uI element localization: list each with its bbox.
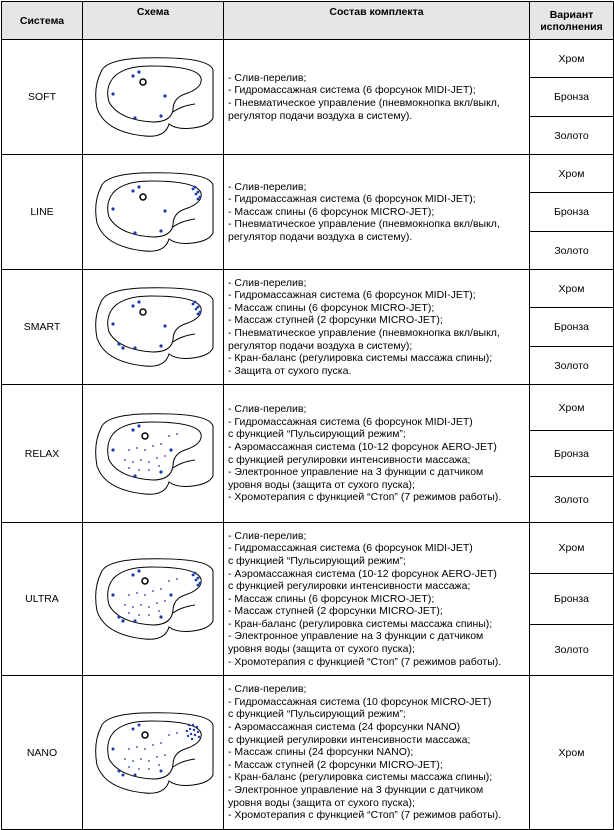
system-name: SMART	[2, 270, 83, 385]
composition-line: - Хромотерапия с функцией “Стоп” (7 режимов работы).	[228, 809, 502, 822]
variant-cell: Бронза	[530, 78, 614, 117]
variant-cell: Бронза	[530, 193, 614, 232]
variant-cell: Хром	[530, 270, 614, 308]
composition-line: - Пневматическое управление (пневмокнопка вкл/выкл,	[228, 327, 500, 339]
bath-scheme	[83, 40, 224, 155]
composition-line: уровня воды (защита от сухого пуска);	[228, 796, 415, 809]
variant-cell: Хром	[530, 676, 614, 830]
bath-scheme-icon	[89, 551, 217, 647]
system-name: NANO	[2, 676, 83, 830]
table-row	[2, 385, 614, 431]
composition-line: - Массаж ступней (2 форсунки MICRO-JET);	[228, 758, 443, 771]
header-row	[2, 2, 614, 40]
variant-cell: Золото	[530, 347, 614, 385]
system-name: LINE	[2, 155, 83, 270]
composition-line: - Слив-перелив;	[228, 403, 307, 416]
table-row	[2, 676, 614, 830]
bath-scheme	[83, 270, 224, 385]
variant-cell: Бронза	[530, 431, 614, 477]
composition-line: - Гидромассажная система (6 форсунок MIDI-JET);	[228, 84, 476, 97]
composition-line: - Массаж спины (6 форсунок MICRO-JET);	[228, 301, 435, 314]
bath-scheme	[83, 385, 224, 523]
composition-line: - Кран-баланс (регулировка системы массажа спины);	[228, 352, 493, 365]
header-system: Система	[2, 2, 83, 40]
composition-line: с функцией “Пульсирующий режим”;	[228, 554, 406, 567]
composition-line: уровня воды (защита от сухого пуска);	[228, 643, 415, 656]
header-variant-line1: Вариант	[549, 8, 594, 21]
variant-cell: Бронза	[530, 574, 614, 625]
bath-scheme	[83, 523, 224, 676]
composition-line: - Слив-перелив;	[228, 276, 307, 289]
composition-line: - Гидромассажная система (6 форсунок MIDI-JET)	[228, 542, 473, 555]
composition-line: - Кран-баланс (регулировка системы массажа спины);	[228, 617, 493, 630]
variant-cell: Хром	[530, 523, 614, 574]
equipment-table	[1, 1, 614, 830]
bath-scheme	[83, 676, 224, 830]
table-row	[2, 40, 614, 78]
composition-line: - Электронное управление на 3 функции с датчиком	[228, 466, 484, 479]
composition-line: - Гидромассажная система (6 форсунок MIDI-JET);	[228, 289, 476, 302]
composition-line: с функцией “Пульсирующий режим”;	[228, 708, 406, 721]
composition-line: - Массаж спины (6 форсунок MICRO-JET);	[228, 592, 435, 605]
composition-line: - Гидромассажная система (10 форсунок MICRO-JET)	[228, 695, 492, 708]
composition-line: - Пневматическое управление (пневмокнопка вкл/выкл,	[228, 97, 500, 109]
bath-scheme-icon	[89, 52, 217, 142]
composition-line: - Аэромассажная система (10-12 форсунок AERO-JET)	[228, 567, 497, 580]
composition-line: - Защита от сухого пуска.	[228, 364, 352, 377]
composition-line: - Гидромассажная система (6 форсунок MIDI-JET)	[228, 415, 473, 428]
composition-line: с функцией регулировки интенсивности массажа;	[228, 733, 471, 746]
variant-cell: Хром	[530, 40, 614, 78]
system-name: ULTRA	[2, 523, 83, 676]
composition-line: - Массаж ступней (2 форсунки MICRO-JET);	[228, 605, 443, 618]
composition-line: уровня воды (защита от сухого пуска);	[228, 478, 415, 491]
composition-line: - Электронное управление на 3 функции с датчиком	[228, 630, 484, 643]
composition-line: - Аэромассажная система (24 форсунки NANO)	[228, 721, 461, 734]
variant-cell: Золото	[530, 117, 614, 155]
composition-line: - Массаж спины (24 форсунки NANO);	[228, 746, 414, 759]
table-row	[2, 523, 614, 574]
composition-line: с функцией регулировки интенсивности массажа;	[228, 453, 471, 466]
composition-cell	[224, 523, 530, 676]
composition-line: регулятор подачи воздуха в систему).	[228, 230, 413, 243]
composition-line: - Аэромассажная система (10-12 форсунок AERO-JET)	[228, 440, 497, 453]
header-scheme: Схема	[83, 2, 224, 40]
table-row	[2, 155, 614, 193]
composition-line: с функцией “Пульсирующий режим”;	[228, 428, 406, 441]
bath-scheme	[83, 155, 224, 270]
variant-cell: Золото	[530, 477, 614, 523]
composition-line: - Пневматическое управление (пневмокнопка вкл/выкл,	[228, 218, 500, 231]
bath-scheme-icon	[89, 703, 217, 803]
composition-line: - Хромотерапия с функцией “Стоп” (7 режимов работы).	[228, 491, 502, 504]
variant-cell: Золото	[530, 625, 614, 676]
bath-scheme-icon	[89, 406, 217, 502]
composition-line: - Слив-перелив;	[228, 180, 307, 193]
composition-line: - Гидромассажная система (6 форсунок MIDI-JET);	[228, 193, 476, 206]
system-name: RELAX	[2, 385, 83, 523]
composition-line: - Слив-перелив;	[228, 683, 307, 696]
variant-cell: Бронза	[530, 308, 614, 347]
composition-line: - Слив-перелив;	[228, 529, 307, 542]
header-variant	[530, 2, 614, 40]
variant-cell: Хром	[530, 155, 614, 193]
composition-line: - Кран-баланс (регулировка системы массажа спины);	[228, 771, 493, 784]
composition-cell	[224, 676, 530, 830]
system-name: SOFT	[2, 40, 83, 155]
composition-line: регулятор подачи воздуха в систему).	[228, 109, 413, 122]
composition-line: - Хромотерапия с функцией “Стоп” (7 режимов работы).	[228, 655, 502, 668]
composition-line: - Слив-перелив;	[228, 71, 307, 84]
composition-line: - Массаж спины (6 форсунок MICRO-JET);	[228, 205, 435, 218]
composition-line: с функцией регулировки интенсивности массажа;	[228, 580, 471, 593]
bath-scheme-icon	[89, 167, 217, 257]
variant-cell: Золото	[530, 232, 614, 270]
composition-cell	[224, 40, 530, 155]
composition-line: - Электронное управление на 3 функции с датчиком	[228, 783, 484, 796]
composition-cell	[224, 270, 530, 385]
composition-line: регулятор подачи воздуха в систему);	[228, 339, 413, 352]
composition-cell	[224, 155, 530, 270]
composition-line: - Массаж ступней (2 форсунки MICRO-JET);	[228, 314, 443, 327]
header-variant-line2: исполнения	[540, 20, 603, 33]
composition-cell	[224, 385, 530, 523]
variant-cell: Хром	[530, 385, 614, 431]
bath-scheme-icon	[89, 282, 217, 372]
header-composition: Состав комплекта	[224, 2, 530, 40]
table-row	[2, 270, 614, 308]
